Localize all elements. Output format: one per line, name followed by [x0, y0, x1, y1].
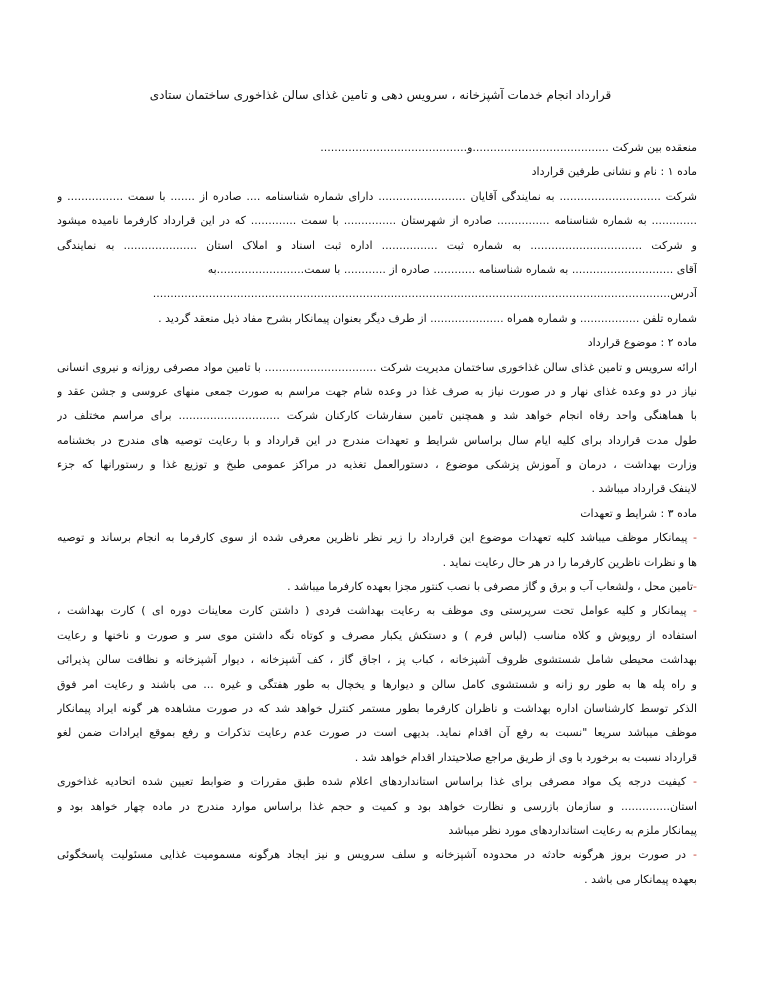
document-line [57, 526, 697, 550]
document-title: قرارداد انجام خدمات آشپزخانه ، سرویس دهی و تامین غذای سالن غذاخوری ساختمان ستادی [149, 88, 612, 102]
line-text: استان.............. و سازمان بازرسی و نظارت خواهد بود و کمیت و حجم غذا براساس موارد مندرج در ماده چهار خواهد بود و [57, 799, 697, 813]
document-line [57, 770, 697, 794]
line-text: آقای ............................. به شماره شناسنامه ............ صادره از ............ با سمت.........................به [207, 262, 697, 276]
document-line [57, 624, 697, 648]
document-line [57, 575, 697, 599]
document-line [57, 380, 697, 404]
document-line [57, 160, 697, 184]
line-text: منعقده بین شرکت .......................................و.......................................... [320, 141, 697, 154]
line-text: تامین محل ، ولشعاب آب و برق و گاز مصرفی با نصب کنتور مجزا بعهده کارفرما میباشد . [287, 580, 694, 594]
document-line [57, 404, 697, 428]
document-line [57, 648, 697, 672]
line-text: ها و نظرات ناظرین کارفرما را در هر حال رعایت نماید . [442, 555, 697, 569]
document-line [57, 819, 697, 843]
line-text: الذکر توسط کارشناسان اداره بهداشت و ناظران کارفرما بطور مستمر کنترل خواهد شد که در صورت مشاهده هر گونه ایراد پیمانکار [57, 701, 697, 715]
document-line [57, 746, 697, 770]
document-line [57, 551, 697, 575]
document-line [57, 307, 697, 331]
line-text: ماده ۳ : شرایط و تعهدات [580, 506, 697, 520]
line-text: شرکت ............................. به نمایندگی آقایان ......................... دارای شماره شناسنامه .... صادره از ....... با سمت ................ و [57, 189, 697, 203]
line-text: با هماهنگی واحد رفاه انجام خواهد شد و همچنین تامین سفارشات کارکنان شرکت ............................. برای مراسم مختلف در [57, 409, 697, 423]
line-text: وزارت بهداشت ، درمان و آموزش پزشکی موضوع ، دستورالعمل تغذیه در مراکز عمومی طبخ و توزیع غذا و رستورانها که جزء [57, 458, 697, 472]
line-text: شماره تلفن ................. و شماره همراه ..................... از طرف دیگر بعنوان پیمانکار بشرح مفاد ذیل منعقد گردید . [158, 311, 697, 325]
line-text: پیمانکار ملزم به رعایت استانداردهای مورد نظر میباشد [448, 823, 697, 837]
line-text: پیمانکار و کلیه عوامل تحت سرپرستی وی موظف به رعایت بهداشت فردی ( داشتن کارت معاینات دوره ای ) کارت بهداشت ، [57, 604, 694, 618]
list-bullet: - [693, 604, 697, 618]
line-text: ............. به شماره شناسنامه ............... صادره از شهرستان ............... با سمت ............. که در این قرارداد کارفرما نامیده میشود [57, 214, 697, 228]
document-line [57, 234, 697, 258]
line-text: در صورت بروز هرگونه حادثه در محدوده آشپزخانه و سلف سرویس و نیز ایجاد هرگونه مسمومیت غذایی مسئولیت پاسخگوئی [57, 848, 694, 862]
line-text: بعهده پیمانکار می باشد . [584, 872, 697, 886]
document-line [57, 721, 697, 745]
line-text: لاینفک قرارداد میباشد . [591, 482, 697, 496]
list-bullet: - [693, 848, 697, 862]
document-line [57, 673, 697, 697]
document-line [57, 843, 697, 867]
document-line [57, 282, 697, 306]
line-text: قرارداد نسبت به برخورد با وی از طریق مراجع صلاحیتدار اقدام خواهد شد . [354, 750, 697, 764]
document-line [57, 331, 697, 355]
line-text: و شرکت ................................ به شماره ثبت ................ اداره ثبت اسناد و املاک استان ..................... به نمایندگی [57, 238, 697, 252]
document-line [57, 185, 697, 209]
document-line [57, 136, 697, 160]
document-line [57, 502, 697, 526]
document-line [57, 697, 697, 721]
list-bullet: - [693, 531, 697, 545]
line-text: ارائه سرویس و تامین غذای سالن غذاخوری ساختمان مدیریت شرکت ................................ با تامین مواد مصرفی روزانه و نیروی انسانی [57, 360, 697, 374]
line-text: استفاده از روپوش و کلاه مناسب (لباس فرم ) و دستکش یکبار مصرف و کوتاه نگه داشتن موی سر و صورت و ناخنها و رعایت [57, 628, 697, 642]
list-bullet: - [693, 580, 697, 594]
line-text: پیمانکار موظف میباشد کلیه تعهدات موضوع این قرارداد را زیر نظر ناظرین معرفی شده از سوی کارفرما به انجام برساند و توصیه [57, 531, 694, 545]
line-text: موظف میباشد سریعا "نسبت به رفع آن اقدام نماید. بدیهی است در صورت عدم رعایت تذکرات و رفع بموقع ایرادات ضمن لغو [57, 726, 697, 740]
document-line [57, 258, 697, 282]
document-line [57, 209, 697, 233]
line-text: نیاز در دو وعده غذای نهار و در صورت نیاز به صرف غذا در وعده شام جهت مراسم به صورت جمعی منهای عروسی و جشن عقد و [57, 384, 697, 398]
line-text: و راه پله ها به طور رو زانه و شستشوی کامل سالن و دیوارها و یخچال به طور هفتگی و غیره ... می باشند و رعایت امر فوق [57, 677, 697, 691]
document-line [57, 477, 697, 501]
list-bullet: - [693, 775, 697, 789]
line-text: بهداشت محیطی شامل شستشوی ظروف آشپزخانه ، کباب پز ، اجاق گاز ، کف آشپزخانه ، دیوار آشپزخانه و نظافت سالن پذیرائی [57, 653, 697, 667]
line-text: کیفیت درجه یک مواد مصرفی برای غذا براساس استانداردهای اعلام شده طبق مقررات و ضوابط تعیین شده اتحادیه غذاخوری [57, 775, 694, 789]
line-text: طول مدت قرارداد برای کلیه ایام سال براساس شرایط و تعهدات مندرج در این قرارداد و با رعایت توصیه های مندرج در بخشنامه [57, 433, 697, 447]
document-line [57, 429, 697, 453]
document-line [57, 356, 697, 380]
document-line [57, 795, 697, 819]
line-text: ماده ۱ : نام و نشانی طرفین قرارداد [531, 165, 697, 179]
line-text: ماده ۲ : موضوع قرارداد [587, 336, 697, 350]
document-body [57, 136, 697, 892]
document-line [57, 599, 697, 623]
document-line [57, 453, 697, 477]
line-text: آدرس.................................................................................................................................................... [152, 287, 697, 301]
document-line [57, 868, 697, 892]
